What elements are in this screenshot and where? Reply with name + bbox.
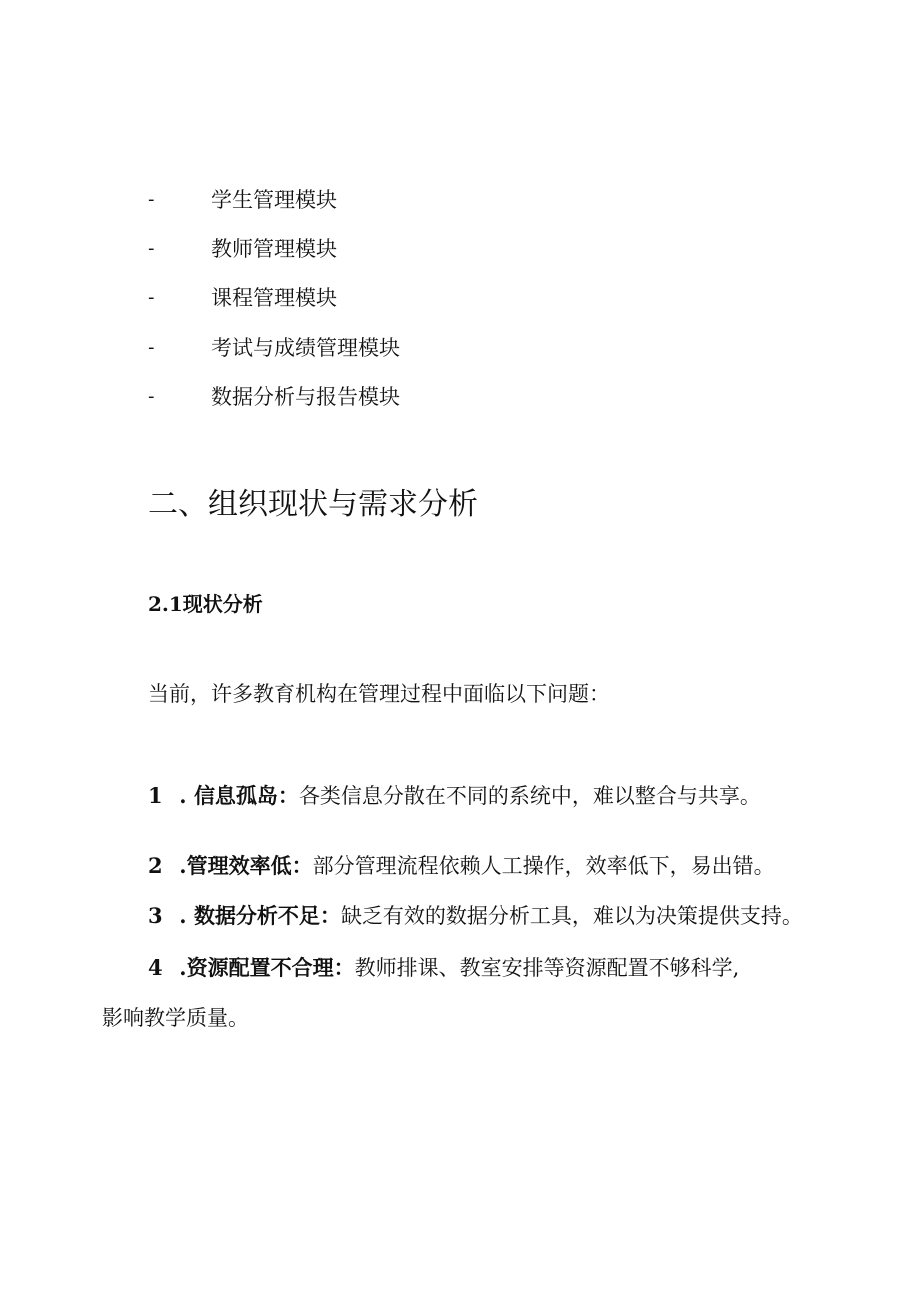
problem-separator: . (172, 783, 194, 808)
problem-item (148, 850, 775, 882)
problem-text: 缺乏有效的数据分析工具，难以为决策提供支持。 (340, 904, 803, 928)
problem-continuation: 影响教学质量。 (102, 1006, 249, 1030)
problem-item (148, 780, 761, 812)
problem-separator: . (172, 853, 187, 878)
problem-separator: . (172, 955, 187, 980)
problem-label: 资源配置不合理： (186, 955, 355, 980)
problem-label: 管理效率低： (186, 853, 313, 878)
list-item (148, 283, 748, 313)
bullet-dash: - (148, 238, 155, 259)
list-item-label: 数据分析与报告模块 (211, 385, 400, 409)
list-item (148, 382, 748, 412)
section-heading: 二、组织现状与需求分析 (148, 487, 478, 522)
problem-label: 信息孤岛： (193, 783, 299, 808)
intro-paragraph: 当前，许多教育机构在管理过程中面临以下问题： (148, 682, 610, 706)
problem-number: 3 (148, 903, 163, 928)
list-item-label: 教师管理模块 (211, 237, 337, 261)
problem-text: 部分管理流程依赖人工操作，效率低下，易出错。 (312, 854, 775, 878)
problem-item (148, 952, 739, 984)
list-item-label: 学生管理模块 (211, 188, 337, 212)
problem-separator: . (172, 903, 194, 928)
subsection-heading: 2.1现状分析 (148, 592, 263, 616)
problem-number: 1 (148, 783, 163, 808)
list-item (148, 333, 748, 363)
problem-item (148, 900, 803, 932)
problem-text: 各类信息分散在不同的系统中，难以整合与共享。 (298, 784, 761, 808)
list-item-label: 课程管理模块 (211, 286, 337, 310)
bullet-dash: - (148, 287, 155, 308)
problem-text: 教师排课、教室安排等资源配置不够科学, (354, 956, 740, 980)
list-item-label: 考试与成绩管理模块 (211, 336, 400, 360)
problem-label: 数据分析不足： (193, 903, 341, 928)
list-item (148, 234, 748, 264)
bullet-dash: - (148, 189, 155, 210)
problem-number: 2 (148, 853, 163, 878)
bullet-dash: - (148, 386, 155, 407)
problem-number: 4 (148, 955, 163, 980)
bullet-dash: - (148, 337, 155, 358)
list-item (148, 185, 748, 215)
